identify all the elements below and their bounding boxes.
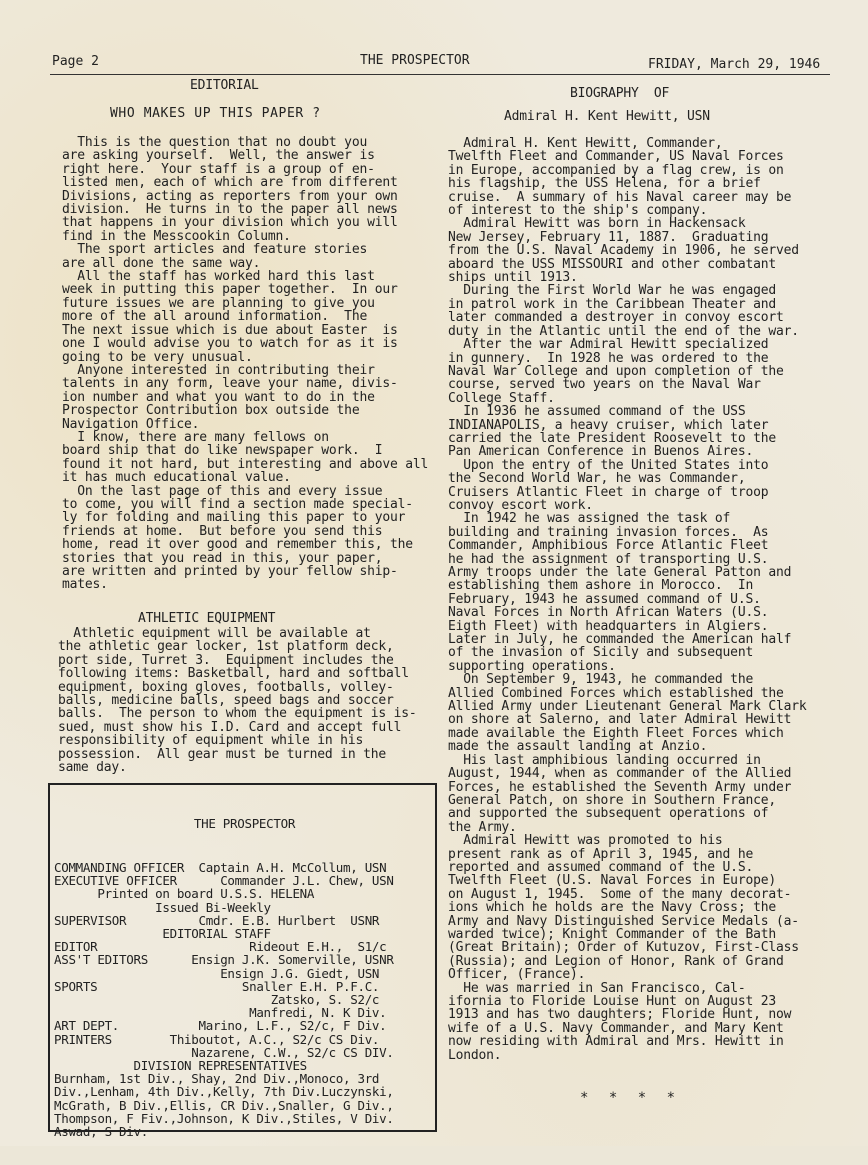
staff-line: COMMANDING OFFICER Captain A.H. McCollum, USN: [54, 860, 387, 876]
staff-line: Thompson, F Fiv.,Johnson, K Div.,Stiles, V Div.: [54, 1110, 394, 1126]
biography-line: Officer, (France).: [448, 967, 586, 983]
biography-line: course, served two years on the Naval War: [448, 377, 761, 393]
issue-date: FRIDAY, March 29, 1946: [648, 57, 821, 72]
biography-line: convoy escort work.: [448, 497, 593, 513]
staff-line: SPORTS Snaller E.H. P.F.C.: [54, 978, 380, 994]
biography-line: August, 1944, when as commander of the Allied: [448, 766, 792, 782]
biography-line: Army and Navy Distinguished Service Medals (a-: [448, 913, 799, 929]
biography-line: 1913 and has two daughters; Floride Hunt, now: [448, 1007, 792, 1023]
staff-line: ASS'T EDITORS Ensign J.K. Somerville, USNR: [54, 952, 394, 968]
biography-line: wife of a U.S. Navy Commander, and Mary Kent: [448, 1020, 784, 1036]
biography-line: Admiral Hewitt was promoted to his: [448, 833, 723, 849]
biography-line: reported and assumed command of the U.S.: [448, 859, 754, 875]
staff-line: EDITOR Rideout E.H., S1/c: [54, 939, 387, 955]
biography-line: In 1942 he was assigned the task of: [448, 511, 731, 527]
editorial-line: Anyone interested in contributing their: [62, 362, 375, 378]
end-mark: * * * *: [580, 1090, 682, 1106]
biography-line: Forces, he established the Seventh Army under: [448, 779, 792, 795]
staff-line: Ensign J.G. Giedt, USN: [54, 965, 380, 981]
biography-line: warded twice); Knight Commander of the Bath: [448, 926, 776, 942]
editorial-body: [62, 136, 428, 592]
biography-line: now residing with Admiral and Mrs. Hewitt in: [448, 1034, 784, 1050]
biography-line: College Staff.: [448, 390, 555, 406]
editorial-line: division. He turns in to the paper all news: [62, 202, 398, 218]
editorial-line: are asking yourself. Well, the answer is: [62, 148, 375, 164]
editorial-headline: WHO MAKES UP THIS PAPER ?: [110, 106, 321, 121]
biography-line: February, 1943 he assumed command of U.S.: [448, 591, 761, 607]
editorial-line: found it not hard, but interesting and above all: [62, 456, 429, 472]
biography-line: and supported the subsequent operations of: [448, 806, 769, 822]
biography-line: he had the assignment of transporting U.S.: [448, 551, 769, 567]
staff-line: Printed on board U.S.S. HELENA: [54, 886, 315, 902]
editorial-line: On the last page of this and every issue: [62, 483, 383, 499]
editorial-line: home, read it over good and remember this, the: [62, 537, 413, 553]
staff-line: Manfredi, N. K Div.: [54, 1005, 387, 1021]
editorial-line: mates.: [62, 577, 108, 593]
biography-line: establishing them ashore in Morocco. In: [448, 578, 754, 594]
editorial-line: stories that you read in this, your paper,: [62, 550, 383, 566]
biography-line: on shore at Salerno, and later Admiral Hewitt: [448, 712, 792, 728]
biography-label: BIOGRAPHY OF: [570, 86, 670, 101]
editorial-line: board ship that do like newspaper work. I: [62, 443, 383, 459]
header-rule: [50, 74, 830, 75]
biography-line: carried the late President Roosevelt to the: [448, 430, 776, 446]
staff-line: EXECUTIVE OFFICER Commander J.L. Chew, USN: [54, 873, 394, 889]
biography-line: On September 9, 1943, he commanded the: [448, 672, 754, 688]
editorial-line: The next issue which is due about Easter is: [62, 322, 398, 338]
editorial-line: right here. Your staff is a group of en-: [62, 161, 375, 177]
editorial-line: future issues we are planning to give you: [62, 295, 375, 311]
biography-line: General Patch, on shore in Southern France,: [448, 792, 776, 808]
biography-line: cruise. A summary of his Naval career may be: [448, 189, 792, 205]
biography-line: During the First World War he was engaged: [448, 283, 776, 299]
biography-line: in Europe, accompanied by a flag crew, is on: [448, 162, 784, 178]
biography-line: Naval War College and upon completion of the: [448, 363, 784, 379]
staff-line: Aswad, S Div.: [54, 1124, 148, 1140]
biography-line: of the invasion of Sicily and subsequent: [448, 645, 754, 661]
biography-line: New Jersey, February 11, 1887. Graduating: [448, 229, 769, 245]
staff-line: Issued Bi-Weekly: [54, 899, 271, 915]
biography-headline: Admiral H. Kent Hewitt, USN: [504, 109, 710, 124]
athletic-line: balls. The person to whom the equipment is is-: [58, 706, 417, 722]
biography-line: the Army.: [448, 819, 517, 835]
athletic-line: possession. All gear must be turned in the: [58, 746, 386, 762]
editorial-line: This is the question that no doubt you: [62, 135, 368, 150]
biography-line: ifornia to Floride Louise Hunt on August 23: [448, 994, 776, 1009]
biography-line: (Great Britain); Order of Kutuzov, First-Class: [448, 940, 799, 956]
editorial-line: The sport articles and feature stories: [62, 242, 368, 258]
staff-line: PRINTERS Thiboutot, A.C., S2/c CS Div.: [54, 1031, 380, 1047]
biography-line: of interest to the ship's company.: [448, 203, 708, 219]
athletic-line: balls, medicine balls, speed bags and soccer: [58, 693, 394, 709]
page-number: Page 2: [52, 54, 99, 69]
staff-list: [50, 861, 435, 1138]
editorial-line: ly for folding and mailing this paper to your: [62, 510, 406, 526]
editorial-line: I know, there are many fellows on: [62, 429, 329, 445]
editorial-line: All the staff has worked hard this last: [62, 269, 375, 285]
editorial-line: that happens in your division which you will: [62, 215, 398, 231]
biography-line: supporting operations.: [448, 658, 616, 674]
athletic-body: [58, 627, 416, 774]
biography-line: in gunnery. In 1928 he was ordered to the: [448, 350, 769, 366]
staff-line: Nazarene, C.W., S2/c CS DIV.: [54, 1044, 394, 1060]
biography-line: He was married in San Francisco, Cal-: [448, 980, 746, 996]
biography-line: his flagship, the USS Helena, for a brief: [448, 176, 761, 192]
biography-line: Admiral H. Kent Hewitt, Commander,: [448, 136, 723, 151]
staff-line: ART DEPT. Marino, L.F., S2/c, F Div.: [54, 1018, 387, 1034]
athletic-line: port side, Turret 3. Equipment includes the: [58, 652, 394, 668]
biography-line: His last amphibious landing occurred in: [448, 752, 761, 768]
biography-line: In 1936 he assumed command of the USS: [448, 404, 746, 420]
athletic-line: following items: Basketball, hard and softball: [58, 666, 409, 682]
athletic-line: responsibility of equipment while in his: [58, 733, 364, 749]
biography-line: made the assault landing at Anzio.: [448, 739, 708, 755]
athletic-line: same day.: [58, 760, 127, 776]
biography-line: Eigth Fleet) with headquarters in Algiers.: [448, 618, 769, 634]
editorial-label: EDITORIAL: [190, 78, 259, 93]
biography-line: After the war Admiral Hewitt specialized: [448, 337, 769, 353]
editorial-line: listed men, each of which are from different: [62, 175, 398, 191]
biography-line: ions which he holds are the Navy Cross; the: [448, 900, 776, 916]
staff-line: McGrath, B Div.,Ellis, CR Div.,Snaller, G Div.,: [54, 1097, 394, 1113]
biography-line: later commanded a destroyer in convoy escort: [448, 310, 784, 326]
editorial-line: Navigation Office.: [62, 416, 200, 432]
biography-line: Cruisers Atlantic Fleet in charge of troop: [448, 484, 769, 500]
biography-line: (Russia); and Legion of Honor, Rank of Grand: [448, 953, 784, 969]
editorial-line: ion number and what you want to do in the: [62, 389, 375, 405]
editorial-line: more of the all around information. The: [62, 309, 368, 325]
editorial-line: are written and printed by your fellow ship-: [62, 564, 398, 579]
editorial-line: are all done the same way.: [62, 255, 261, 271]
biography-line: in patrol work in the Caribbean Theater and: [448, 296, 776, 312]
biography-line: Naval Forces in North African Waters (U.S.: [448, 605, 769, 621]
biography-line: building and training invasion forces. As: [448, 524, 769, 540]
staff-box-title: THE PROSPECTOR: [193, 816, 296, 832]
biography-line: Twelfth Fleet (U.S. Naval Forces in Europe): [448, 873, 776, 889]
athletic-line: sued, must show his I.D. Card and accept full: [58, 719, 402, 735]
biography-line: Commander, Amphibious Force Atlantic Fleet: [448, 538, 769, 554]
editorial-line: one I would advise you to watch for as it is: [62, 336, 398, 352]
staff-line: SUPERVISOR Cmdr. E.B. Hurlbert USNR: [54, 912, 380, 928]
biography-line: on August 1, 1945. Some of the many decorat-: [448, 886, 792, 902]
staff-line: Burnham, 1st Div., Shay, 2nd Div.,Monoco, 3rd: [54, 1071, 380, 1087]
staff-line: EDITORIAL STAFF: [54, 926, 271, 942]
masthead: THE PROSPECTOR: [360, 53, 470, 68]
biography-line: Later in July, he commanded the American half: [448, 632, 792, 648]
athletic-headline: ATHLETIC EQUIPMENT: [138, 611, 276, 626]
biography-line: the Second World War, he was Commander,: [448, 471, 746, 487]
biography-line: Upon the entry of the United States into: [448, 457, 769, 473]
athletic-line: equipment, boxing gloves, footballs, volley-: [58, 679, 394, 695]
biography-line: duty in the Atlantic until the end of the war.: [448, 323, 799, 339]
biography-line: made available the Eighth Fleet Forces which: [448, 725, 784, 741]
editorial-line: week in putting this paper together. In our: [62, 282, 398, 298]
biography-line: present rank as of April 3, 1945, and he: [448, 846, 754, 862]
editorial-line: Divisions, acting as reporters from your own: [62, 188, 398, 204]
biography-line: Allied Combined Forces which established the: [448, 685, 784, 701]
staff-line: Zatsko, S. S2/c: [54, 992, 380, 1008]
staff-line: Div.,Lenham, 4th Div.,Kelly, 7th Div.Luczynski,: [54, 1084, 394, 1100]
biography-line: INDIANAPOLIS, a heavy cruiser, which later: [448, 417, 769, 433]
biography-line: Admiral Hewitt was born in Hackensack: [448, 216, 746, 232]
editorial-line: to come, you will find a section made special-: [62, 496, 413, 512]
editorial-line: find in the Messcookin Column.: [62, 228, 291, 244]
biography-line: aboard the USS MISSOURI and other combatant: [448, 256, 776, 272]
editorial-line: going to be very unusual.: [62, 349, 253, 365]
biography-line: Army troops under the late General Patton and: [448, 565, 792, 580]
biography-line: Twelfth Fleet and Commander, US Naval Forces: [448, 149, 784, 165]
athletic-line: the athletic gear locker, 1st platform deck,: [58, 639, 394, 655]
biography-body: [448, 137, 806, 1062]
editorial-line: Prospector Contribution box outside the: [62, 403, 360, 419]
editorial-line: talents in any form, leave your name, divis-: [62, 376, 398, 392]
staff-line: DIVISION REPRESENTATIVES: [54, 1058, 307, 1074]
staff-box: [48, 783, 437, 1140]
athletic-line: Athletic equipment will be available at: [58, 626, 371, 641]
biography-line: London.: [448, 1047, 502, 1063]
editorial-line: friends at home. But before you send this: [62, 523, 383, 539]
biography-line: Pan American Conference in Buenos Aires.: [448, 444, 754, 460]
biography-line: ships until 1913.: [448, 270, 578, 286]
editorial-line: it has much educational value.: [62, 470, 291, 486]
biography-line: from the U.S. Naval Academy in 1906, he served: [448, 243, 799, 259]
biography-line: Allied Army under Lieutenant General Mark Clark: [448, 699, 807, 715]
